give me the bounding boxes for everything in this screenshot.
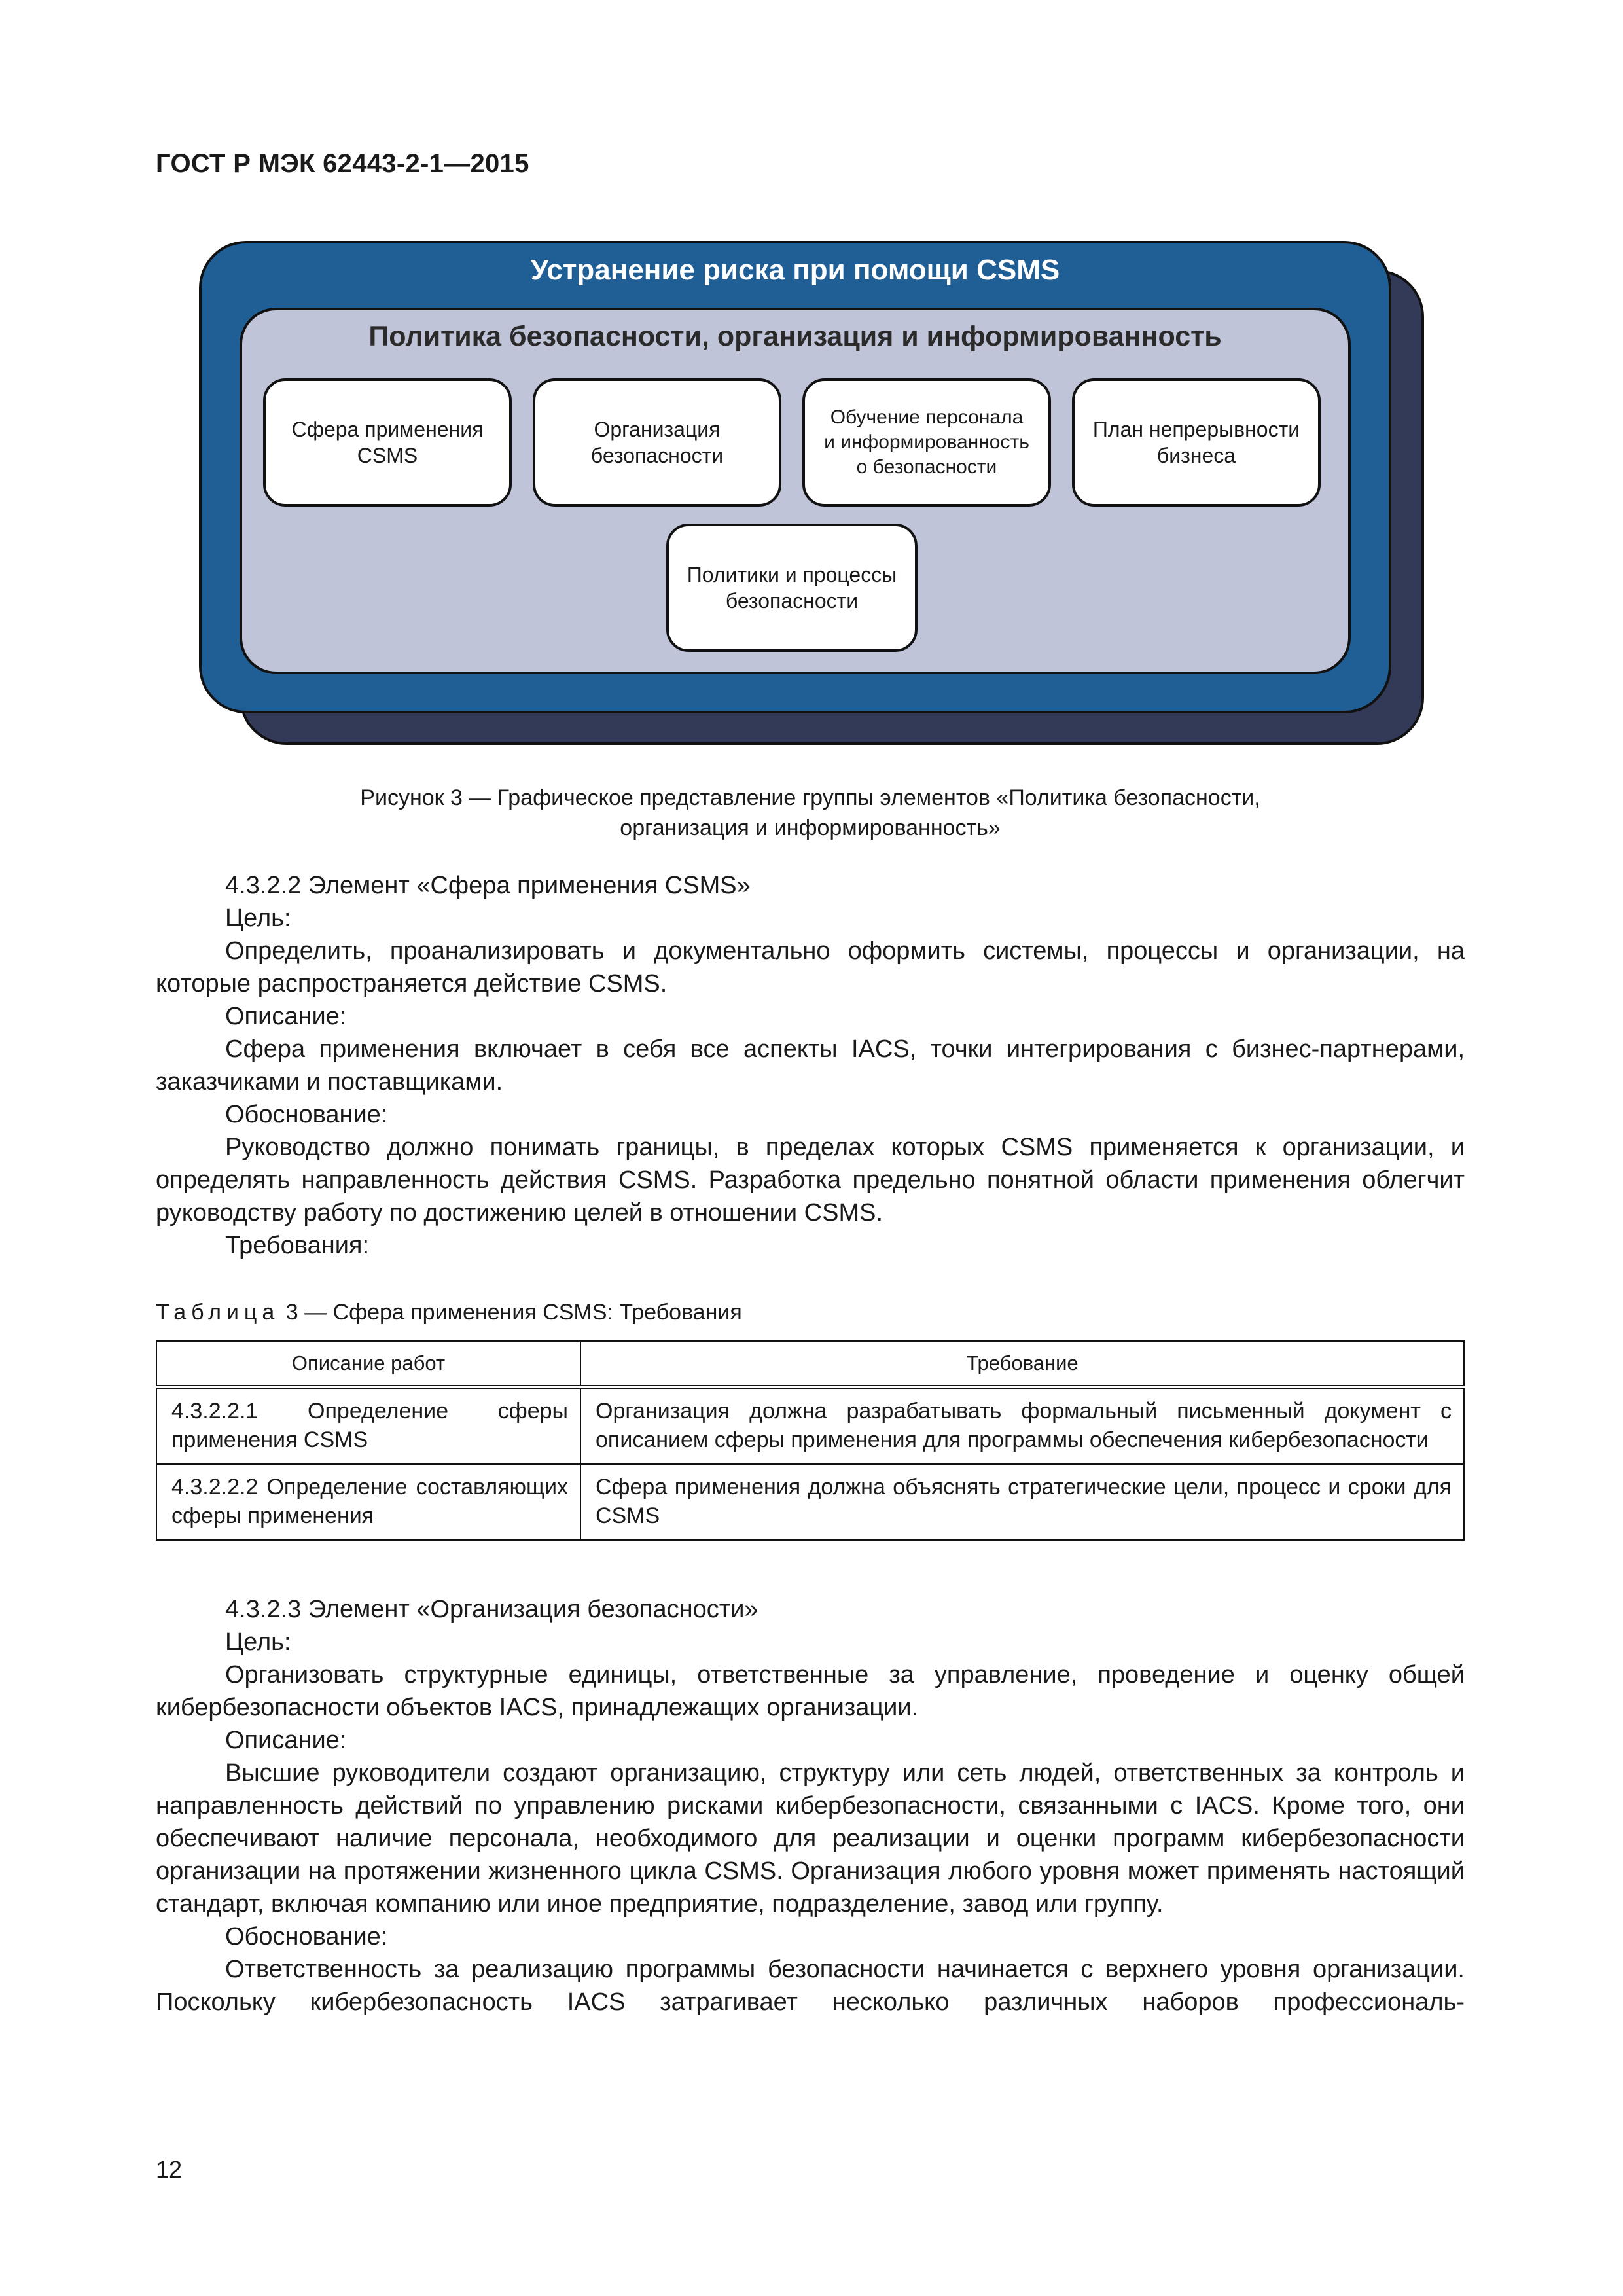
section-heading: 4.3.2.3 Элемент «Организация безопасности» (225, 1596, 758, 1623)
table-caption-prefix: Таблица (156, 1300, 280, 1325)
figure-outer-title: Устранение риска при помощи CSMS (530, 254, 1060, 286)
figure-inner-title: Политика безопасности, организация и информированность (368, 321, 1222, 352)
table-cell: Организация должна разрабатывать формальный письменный документ с описанием сферы применения для программы обеспечения кибербезопасности (580, 1387, 1464, 1464)
description-text: Высшие руководители создают организацию, структуру или сеть людей, ответственных за контроль и направленность действий по управлению рисками кибербезопасности, связанными с IACS. Кроме того, они обеспечивают наличие персонала, необходимого для реализации и оценки программ кибербезопасности организации на протяжении жизненного цикла CSMS. Организация любого уровня может применять настоящий стандарт, включая компанию или иное предприятие, подразделение, завод или группу. (156, 1759, 1465, 1918)
goal-label: Цель: (225, 1628, 291, 1656)
description-label: Описание: (225, 1003, 347, 1030)
figure-box-business-continuity: План непрерывности бизнеса (1072, 378, 1321, 507)
requirements-table (156, 1340, 1465, 1541)
figure-box-security-organization: Организация безопасности (533, 378, 781, 507)
table-row (156, 1464, 1464, 1540)
figure-box-staff-training: Обучение персонала и информированность о безопасности (802, 378, 1051, 507)
justification-text: Руководство должно понимать границы, в пределах которых CSMS применяется к организации, и определять направленность действия CSMS. Разработка предельно понятной области применения облегчит руководству работу по достижению целей в отношении CSMS. (156, 1134, 1465, 1227)
goal-text: Определить, проанализировать и документально оформить системы, процессы и организации, на которые распространяется действие CSMS. (156, 937, 1465, 997)
justification-text: Ответственность за реализацию программы безопасности начинается с верхнего уровня организации. Поскольку кибербезопасность IACS затрагивает несколько различных наборов профессиональ- (156, 1956, 1465, 2016)
table-cell: Сфера применения должна объяснять стратегические цели, процесс и сроки для CSMS (580, 1464, 1464, 1540)
justification-label: Обоснование: (225, 1101, 388, 1128)
table-header-cell: Описание работ (156, 1341, 580, 1387)
table-header-row (156, 1341, 1464, 1387)
figure-box-policies-processes: Политики и процессы безопасности (666, 524, 918, 652)
section-heading: 4.3.2.2 Элемент «Сфера применения CSMS» (225, 872, 751, 899)
table-cell: 4.3.2.2.2 Определение составляющих сферы применения (156, 1464, 580, 1540)
document-header: ГОСТ Р МЭК 62443-2-1—2015 (156, 149, 529, 178)
goal-label: Цель: (225, 905, 291, 932)
table-caption (156, 1300, 742, 1325)
table-caption-text: 3 — Сфера применения CSMS: Требования (285, 1300, 742, 1325)
section-4-3-2-2 (156, 869, 1465, 1262)
figure-caption: Рисунок 3 — Графическое представление группы элементов «Политика безопасности, организация и информированность» (360, 785, 1260, 840)
requirements-label: Требования: (225, 1232, 370, 1259)
table-row (156, 1387, 1464, 1464)
table-cell: 4.3.2.2.1 Определение сферы применения CSMS (156, 1387, 580, 1464)
description-label: Описание: (225, 1727, 347, 1754)
table-header-cell: Требование (580, 1341, 1464, 1387)
page-number: 12 (156, 2156, 183, 2183)
goal-text: Организовать структурные единицы, ответственные за управление, проведение и оценку общей кибербезопасности объектов IACS, принадлежащих организации. (156, 1661, 1465, 1721)
figure-box-csms-scope: Сфера применения CSMS (263, 378, 512, 507)
section-4-3-2-3 (156, 1593, 1465, 2018)
justification-label: Обоснование: (225, 1923, 388, 1950)
description-text: Сфера применения включает в себя все аспекты IACS, точки интегрирования с бизнес-партнерами, заказчиками и поставщиками. (156, 1035, 1465, 1096)
